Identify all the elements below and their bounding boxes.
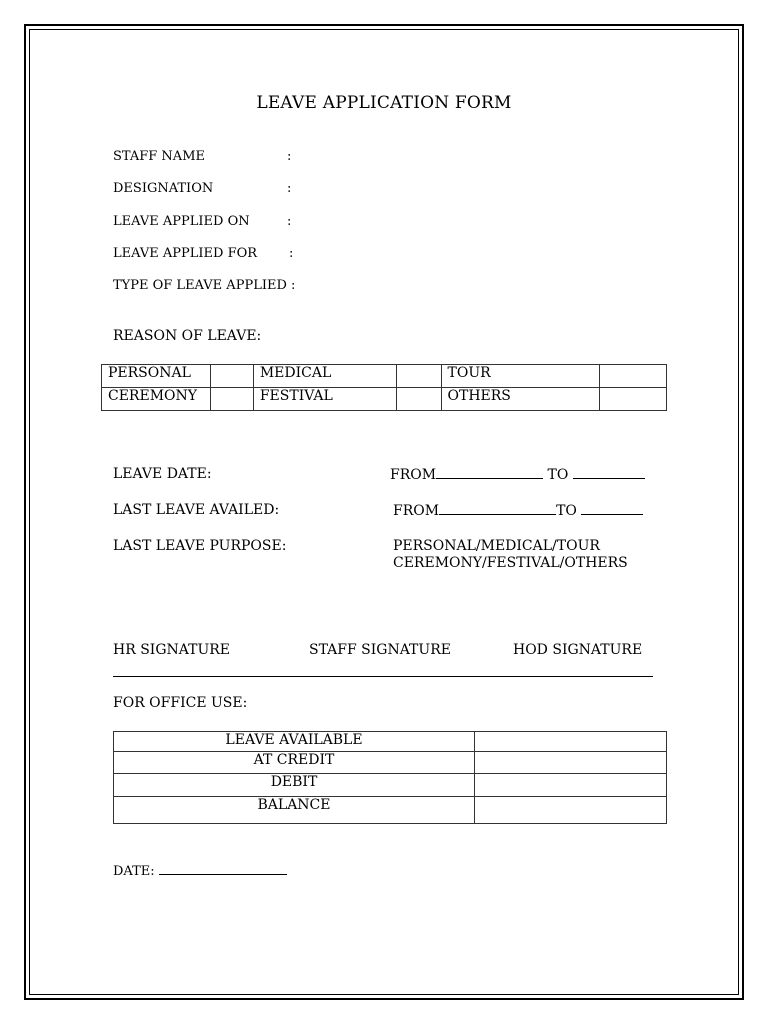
hod-signature-label: HOD SIGNATURE bbox=[513, 642, 643, 658]
field-colon: : bbox=[287, 214, 292, 229]
leave-date-label: LEAVE DATE: bbox=[113, 466, 212, 482]
reason-option-festival: FESTIVAL bbox=[253, 388, 396, 411]
reason-option-tour: TOUR bbox=[441, 365, 600, 388]
office-row-label: AT CREDIT bbox=[114, 752, 475, 774]
reason-option-medical: MEDICAL bbox=[253, 365, 396, 388]
reason-option-others: OTHERS bbox=[441, 388, 600, 411]
last-purpose-label: LAST LEAVE PURPOSE: bbox=[113, 538, 287, 554]
staff-signature-label: STAFF SIGNATURE bbox=[309, 642, 451, 658]
field-colon: : bbox=[289, 246, 294, 261]
reason-option-personal: PERSONAL bbox=[102, 365, 211, 388]
field-leave-applied-on[interactable] bbox=[113, 214, 292, 229]
hr-signature-label: HR SIGNATURE bbox=[113, 642, 230, 658]
reason-option-ceremony: CEREMONY bbox=[102, 388, 211, 411]
date-field bbox=[113, 862, 287, 879]
signature-line bbox=[113, 676, 653, 677]
reason-checkbox-tour[interactable] bbox=[600, 365, 667, 388]
field-label: DESIGNATION bbox=[113, 181, 214, 196]
office-row bbox=[114, 774, 667, 797]
last-leave-range bbox=[393, 502, 643, 519]
last-leave-to-blank[interactable] bbox=[581, 502, 643, 515]
office-row bbox=[114, 752, 667, 774]
reason-label: REASON OF LEAVE: bbox=[113, 328, 262, 344]
reason-table bbox=[101, 364, 667, 411]
office-use-label: FOR OFFICE USE: bbox=[113, 695, 248, 711]
field-designation[interactable] bbox=[113, 181, 292, 196]
reason-checkbox-festival[interactable] bbox=[396, 388, 441, 411]
purpose-options-line2: CEREMONY/FESTIVAL/OTHERS bbox=[393, 555, 628, 571]
reason-checkbox-personal[interactable] bbox=[210, 365, 253, 388]
office-use-table bbox=[113, 731, 667, 824]
leave-date-from-blank[interactable] bbox=[436, 466, 543, 479]
reason-row bbox=[102, 388, 667, 411]
field-staff-name[interactable] bbox=[113, 149, 292, 164]
leave-date-range bbox=[390, 466, 645, 483]
office-row bbox=[114, 797, 667, 824]
field-colon: : bbox=[287, 181, 292, 196]
date-label: DATE: bbox=[113, 864, 155, 879]
office-row-label: DEBIT bbox=[114, 774, 475, 797]
last-leave-label: LAST LEAVE AVAILED: bbox=[113, 502, 280, 518]
last-purpose-options bbox=[393, 538, 628, 572]
office-row-label: BALANCE bbox=[114, 797, 475, 824]
reason-checkbox-medical[interactable] bbox=[396, 365, 441, 388]
office-row-value[interactable] bbox=[475, 797, 667, 824]
office-row-label: LEAVE AVAILABLE bbox=[114, 732, 475, 752]
from-label: FROM bbox=[390, 467, 437, 483]
field-type-of-leave[interactable] bbox=[113, 278, 295, 293]
reason-row bbox=[102, 365, 667, 388]
form-title: LEAVE APPLICATION FORM bbox=[256, 93, 512, 113]
date-blank[interactable] bbox=[159, 862, 287, 875]
purpose-options-line1: PERSONAL/MEDICAL/TOUR bbox=[393, 538, 600, 554]
field-label: TYPE OF LEAVE APPLIED : bbox=[113, 278, 296, 293]
office-row-value[interactable] bbox=[475, 752, 667, 774]
field-label: LEAVE APPLIED ON bbox=[113, 214, 250, 229]
office-row-value[interactable] bbox=[475, 774, 667, 797]
to-label: TO bbox=[556, 503, 577, 519]
last-leave-from-blank[interactable] bbox=[439, 502, 556, 515]
leave-date-to-blank[interactable] bbox=[573, 466, 645, 479]
office-row bbox=[114, 732, 667, 752]
field-label: LEAVE APPLIED FOR bbox=[113, 246, 258, 261]
office-row-value[interactable] bbox=[475, 732, 667, 752]
to-label: TO bbox=[547, 467, 569, 483]
field-leave-applied-for[interactable] bbox=[113, 246, 294, 261]
from-label: FROM bbox=[393, 503, 440, 519]
field-colon: : bbox=[287, 149, 292, 164]
reason-checkbox-others[interactable] bbox=[600, 388, 667, 411]
field-label: STAFF NAME bbox=[113, 149, 205, 164]
reason-checkbox-ceremony[interactable] bbox=[210, 388, 253, 411]
